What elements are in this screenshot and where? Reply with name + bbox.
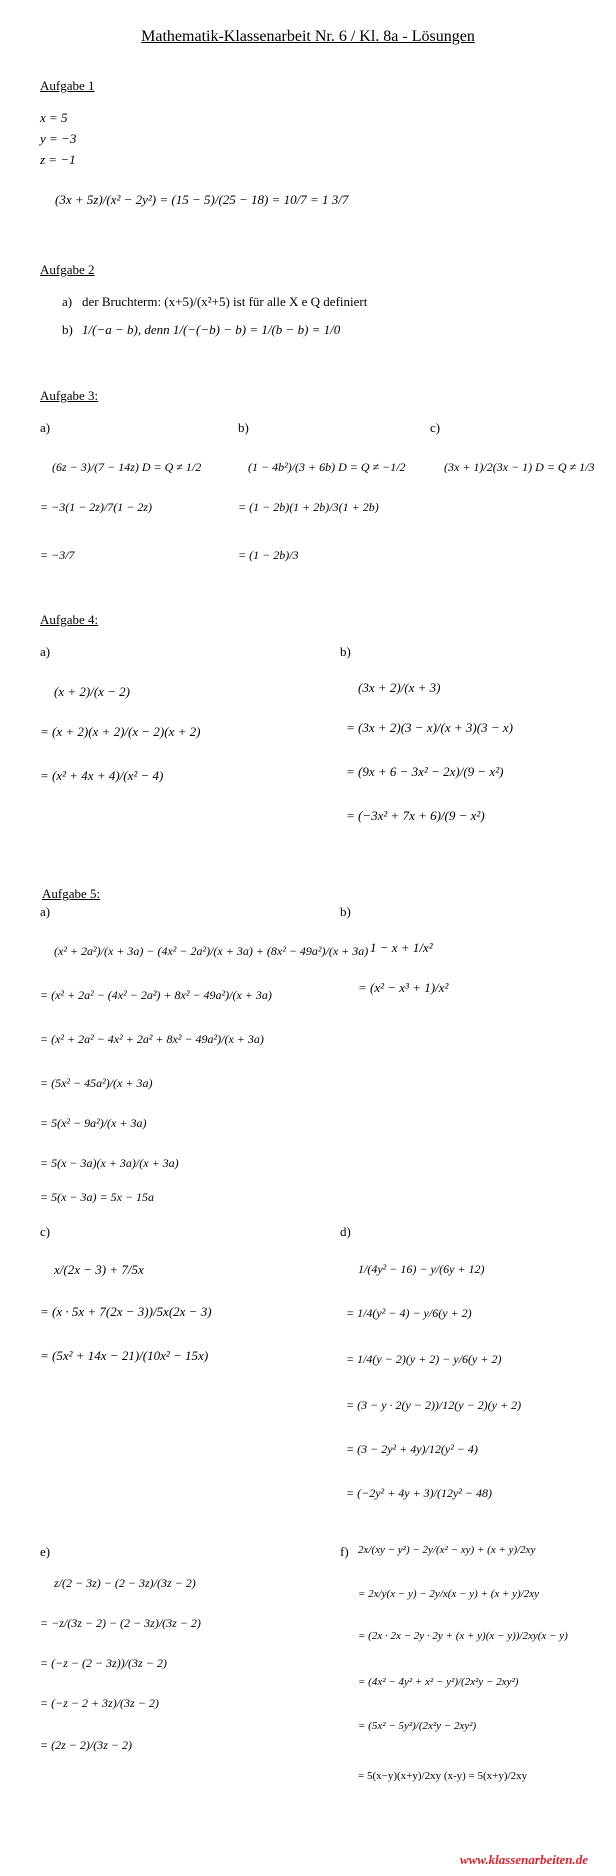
a5-f-line-4: = (4x² − 4y² + x² − y²)/(2x²y − 2xy²) — [358, 1676, 519, 1688]
a5-d-line-6: = (−2y² + 4y + 3)/(12y² − 48) — [346, 1486, 492, 1500]
a5-a-line-1: (x² + 2a²)/(x + 3a) − (4x² − 2a²)/(x + 3a) + (8x² − 49a²)/(x + 3a) — [54, 944, 369, 958]
a5-b-line-1: 1 − x + 1/x² — [370, 940, 433, 955]
a3-b-line-2: = (1 − 2b)(1 + 2b)/3(1 + 2b) — [238, 500, 379, 514]
a5-a-line-7: = 5(x − 3a) = 5x − 15a — [40, 1190, 155, 1204]
a5-c-line-2: = (x · 5x + 7(2x − 3))/5x(2x − 3) — [40, 1304, 212, 1319]
a3-a-line-3: = −3/7 — [40, 548, 75, 562]
a5-d-line-1: 1/(4y² − 16) − y/(6y + 12) — [358, 1262, 485, 1276]
a5-d-line-4: = (3 − y · 2(y − 2))/12(y − 2)(y + 2) — [346, 1398, 522, 1412]
a5-a-line-6: = 5(x − 3a)(x + 3a)/(x + 3a) — [40, 1156, 179, 1170]
a4-a-line-3: = (x² + 4x + 4)/(x² − 4) — [40, 768, 164, 783]
a1-line-x: x = 5 — [40, 110, 68, 125]
a5-d-line-5: = (3 − 2y² + 4y)/12(y² − 4) — [346, 1442, 478, 1456]
a4-a-label: a) — [40, 644, 51, 659]
heading-aufgabe-4: Aufgabe 4: — [40, 612, 99, 627]
a5-e-line-5: = (2z − 2)/(3z − 2) — [40, 1738, 132, 1752]
a4-b-line-1: (3x + 2)/(x + 3) — [358, 680, 441, 695]
a5-d-line-3: = 1/4(y − 2)(y + 2) − y/6(y + 2) — [346, 1352, 502, 1366]
a3-b-line-3: = (1 − 2b)/3 — [238, 548, 299, 562]
a2-b-text: 1/(−a − b), denn 1/(−(−b) − b) = 1/(b − b) = 1/0 — [82, 322, 341, 337]
a5-e-line-3: = (−z − (2 − 3z))/(3z − 2) — [40, 1656, 167, 1670]
a3-a-label: a) — [40, 420, 51, 435]
a3-b-line-1: (1 − 4b²)/(3 + 6b) D = Q ≠ −1/2 — [248, 460, 406, 474]
page-title: Mathematik-Klassenarbeit Nr. 6 / Kl. 8a - Lösungen — [141, 28, 475, 45]
heading-aufgabe-3: Aufgabe 3: — [40, 388, 99, 403]
a4-b-line-2: = (3x + 2)(3 − x)/(x + 3)(3 − x) — [346, 720, 513, 735]
a1-line-y: y = −3 — [40, 131, 77, 146]
a5-b-line-2: = (x² − x³ + 1)/x² — [358, 980, 449, 995]
a3-b-label: b) — [238, 420, 249, 435]
a3-a-line-2: = −3(1 − 2z)/7(1 − 2z) — [40, 500, 153, 514]
a3-c-label: c) — [430, 420, 441, 435]
a1-line-z: z = −1 — [40, 152, 76, 167]
a5-e-label: e) — [40, 1544, 51, 1559]
heading-aufgabe-2: Aufgabe 2 — [40, 262, 95, 277]
a5-e-line-2: = −z/(3z − 2) − (2 − 3z)/(3z − 2) — [40, 1616, 201, 1630]
a5-f-line-1: 2x/(xy − y²) − 2y/(x² − xy) + (x + y)/2xy — [358, 1544, 536, 1556]
heading-aufgabe-1: Aufgabe 1 — [40, 78, 95, 93]
a4-a-line-2: = (x + 2)(x + 2)/(x − 2)(x + 2) — [40, 724, 201, 739]
a5-a-line-2: = (x² + 2a² − (4x² − 2a²) + 8x² − 49a²)/(x + 3a) — [40, 988, 272, 1002]
a2-a-label: a) — [62, 294, 73, 309]
a1-formula: (3x + 5z)/(x² − 2y²) = (15 − 5)/(25 − 18) = 10/7 = 1 3/7 — [55, 192, 349, 207]
a5-a-line-4: = (5x² − 45a²)/(x + 3a) — [40, 1076, 153, 1090]
footer-link[interactable]: www.klassenarbeiten.de — [459, 1852, 588, 1867]
a5-a-label: a) — [40, 904, 51, 919]
a5-c-line-3: = (5x² + 14x − 21)/(10x² − 15x) — [40, 1348, 209, 1363]
a5-d-label: d) — [340, 1224, 351, 1239]
a4-b-line-4: = (−3x² + 7x + 6)/(9 − x²) — [346, 808, 485, 823]
a5-e-line-4: = (−z − 2 + 3z)/(3z − 2) — [40, 1696, 159, 1710]
a4-b-label: b) — [340, 644, 351, 659]
a5-f-line-6: = 5(x−y)(x+y)/2xy (x-y) = 5(x+y)/2xy — [358, 1770, 528, 1782]
a5-f-line-5: = (5x² − 5y²)/(2x²y − 2xy²) — [358, 1720, 477, 1732]
a5-b-label: b) — [340, 904, 351, 919]
a3-a-line-1: (6z − 3)/(7 − 14z) D = Q ≠ 1/2 — [52, 460, 202, 474]
a5-e-line-1: z/(2 − 3z) − (2 − 3z)/(3z − 2) — [54, 1576, 196, 1590]
a5-f-line-2: = 2x/y(x − y) − 2y/x(x − y) + (x + y)/2xy — [358, 1588, 540, 1600]
a5-c-label: c) — [40, 1224, 51, 1239]
a5-f-label: f) — [340, 1544, 349, 1559]
a3-c-line-1: (3x + 1)/2(3x − 1) D = Q ≠ 1/3 — [444, 460, 595, 474]
a5-c-line-1: x/(2x − 3) + 7/5x — [54, 1262, 144, 1277]
a2-a-text: der Bruchterm: (x+5)/(x²+5) ist für alle X e Q definiert — [82, 294, 368, 309]
a4-a-line-1: (x + 2)/(x − 2) — [54, 684, 131, 699]
a5-a-line-5: = 5(x² − 9a²)/(x + 3a) — [40, 1116, 147, 1130]
a4-b-line-3: = (9x + 6 − 3x² − 2x)/(9 − x²) — [346, 764, 504, 779]
a5-f-line-3: = (2x · 2x − 2y · 2y + (x + y)(x − y))/2xy(x − y) — [358, 1630, 568, 1642]
a2-b-label: b) — [62, 322, 73, 337]
heading-aufgabe-5: Aufgabe 5: — [42, 886, 101, 901]
a5-a-line-3: = (x² + 2a² − 4x² + 2a² + 8x² − 49a²)/(x + 3a) — [40, 1032, 264, 1046]
a5-d-line-2: = 1/4(y² − 4) − y/6(y + 2) — [346, 1306, 472, 1320]
